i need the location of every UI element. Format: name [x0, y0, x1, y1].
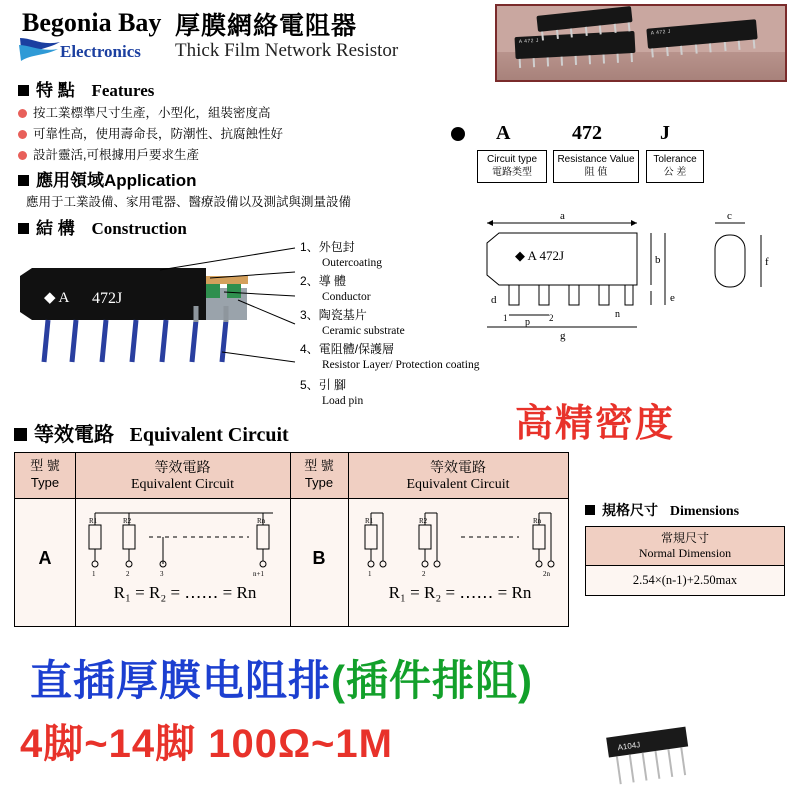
col-header-eq-1 [75, 453, 290, 499]
part-number-char-value: 472 [572, 122, 602, 144]
item-cn: 外包封 [318, 240, 355, 254]
eq-heading-en: Equivalent Circuit [129, 424, 289, 446]
square-bullet-icon [18, 175, 29, 186]
square-bullet-icon [14, 428, 27, 441]
bottom-chip-photo [596, 718, 701, 794]
part-number-char-type: A [496, 122, 511, 144]
svg-text:R2: R2 [419, 517, 428, 525]
formula-a: R₁ = R₂ = ‥‥‥ = Rn [113, 583, 257, 602]
item-number: 3、 [300, 308, 319, 322]
svg-text:n: n [615, 309, 620, 320]
item-en: Conductor [322, 291, 371, 303]
item-number: 4、 [300, 342, 319, 356]
part-number-char-tolerance: J [660, 122, 670, 144]
item-en: Outercoating [322, 257, 383, 269]
item-cn: 陶瓷基片 [318, 308, 367, 322]
table-vrule [348, 453, 349, 626]
feature-text: 設計靈活,可根據用戶要求生產 [33, 148, 199, 162]
col-header-en: Equivalent Circuit [406, 477, 510, 493]
dim-col-cn: 常規尺寸 [660, 531, 709, 545]
item-en: Ceramic substrate [322, 325, 405, 337]
svg-text:d: d [491, 294, 497, 306]
equivalent-circuit-table [14, 452, 569, 627]
part-number-bullet-icon [451, 127, 465, 141]
svg-text:R1: R1 [365, 517, 374, 525]
square-bullet-icon [585, 505, 595, 515]
box-en: Resistance Value [557, 154, 635, 165]
features-heading-en: Features [91, 81, 155, 100]
col-header-eq-2 [348, 453, 568, 499]
item-en: Resistor Layer/ Protection coating [322, 359, 480, 371]
item-number: 1、 [300, 240, 319, 254]
application-heading-text: 應用領域Application [36, 171, 197, 190]
dot-bullet-icon [18, 109, 27, 118]
svg-text:c: c [727, 210, 732, 222]
svg-text:n+1: n+1 [253, 570, 264, 578]
square-bullet-icon [18, 85, 29, 96]
svg-text:Rn: Rn [257, 517, 266, 525]
svg-text:472J: 472J [92, 290, 123, 307]
col-header-cn: 型 號 [30, 458, 60, 473]
equivalent-circuit-heading [14, 418, 289, 447]
svg-text:b: b [655, 254, 661, 266]
svg-text:2: 2 [422, 570, 426, 578]
dim-col-en: Normal Dimension [638, 546, 732, 560]
svg-text:e: e [670, 292, 675, 304]
item-number: 5、 [300, 378, 319, 392]
high-precision-text: 高精密度 [515, 403, 676, 445]
photo-chip-2 [646, 19, 757, 49]
svg-text:R1: R1 [89, 517, 98, 525]
features-heading-cn: 特 點 [36, 81, 75, 100]
product-photo [495, 4, 787, 82]
dimensions-table [585, 526, 785, 596]
photo-chip-label: A 472 J [518, 37, 540, 45]
col-header-en: Equivalent Circuit [130, 477, 235, 493]
marketing-line-2: 4脚~14脚 100Ω~1M [20, 722, 393, 766]
photo-chip-3 [536, 6, 632, 32]
photo-chip-label: A 472 J [650, 28, 672, 37]
feature-item-1 [18, 103, 271, 121]
svg-text:a: a [560, 210, 565, 222]
brand-name: Begonia Bay [22, 8, 162, 37]
feature-item-3 [18, 145, 199, 163]
svg-text:Rn: Rn [533, 517, 542, 525]
col-header-type-2 [290, 453, 348, 499]
col-header-cn: 等效電路 [430, 459, 486, 475]
col-header-cn: 等效電路 [154, 459, 211, 475]
formula-b: R₁ = R₂ = ‥‥‥ = Rn [388, 583, 532, 602]
construction-item-2 [300, 272, 371, 303]
page-title-en: Thick Film Network Resistor [175, 40, 399, 61]
feature-item-2 [18, 124, 283, 142]
table-vrule [290, 453, 291, 626]
table-vrule [75, 453, 76, 626]
svg-text:2n: 2n [543, 570, 550, 578]
dimensions-section [585, 500, 785, 596]
marketing-line1-green: (插件排阻) [331, 657, 533, 704]
construction-item-3 [300, 306, 405, 337]
item-cn: 引 腳 [318, 378, 347, 392]
application-heading [18, 166, 197, 191]
part-number-box-tolerance [646, 150, 704, 183]
svg-text:3: 3 [160, 570, 164, 578]
outline-drawing [465, 205, 795, 365]
construction-heading [18, 214, 187, 239]
item-cn: 電阻體/保護層 [318, 342, 395, 356]
dimensions-col-header [586, 527, 784, 566]
svg-text:2: 2 [126, 570, 130, 578]
construction-item-5 [300, 376, 363, 407]
col-header-en: Type [30, 474, 60, 490]
item-en: Load pin [322, 395, 364, 407]
construction-heading-en: Construction [91, 219, 187, 238]
part-number-box-value [553, 150, 639, 183]
svg-text:◆ A 472J: ◆ A 472J [515, 248, 565, 263]
dimensions-heading-cn: 規格尺寸 [602, 502, 658, 518]
square-bullet-icon [18, 223, 29, 234]
dimensions-heading [585, 500, 785, 520]
col-header-cn: 型 號 [304, 458, 334, 473]
dimensions-value: 2.54×(n-1)+2.50max [632, 573, 738, 587]
box-en: Circuit type [486, 154, 537, 165]
svg-text:◆ A: ◆ A [44, 290, 70, 306]
application-text: 應用于工業設備、家用電器、醫療設備以及測試與測量設備 [26, 195, 352, 209]
part-number-box-type [477, 150, 547, 183]
dimensions-heading-en: Dimensions [669, 504, 740, 519]
feature-text: 按工業標準尺寸生產，小型化，組裝密度高 [33, 106, 271, 120]
feature-text: 可靠性高，使用壽命長，防潮性、抗腐蝕性好 [33, 127, 284, 141]
svg-text:A104J: A104J [617, 740, 641, 753]
circuit-diagram-b [353, 503, 565, 578]
svg-text:1: 1 [503, 313, 508, 323]
svg-text:p: p [525, 317, 530, 328]
construction-item-1 [300, 238, 382, 269]
page-title-cn: 厚膜網絡電阻器 [175, 12, 358, 40]
box-cn: 公 差 [663, 166, 687, 178]
svg-text:R2: R2 [123, 517, 132, 525]
row-type-b: B [312, 548, 326, 568]
col-header-en: Type [304, 474, 334, 490]
col-header-type-1 [15, 453, 75, 499]
svg-text:2: 2 [549, 313, 554, 323]
dot-bullet-icon [18, 151, 27, 160]
box-cn: 阻 值 [584, 166, 608, 178]
features-heading [18, 76, 154, 101]
brand-subtitle: Electronics [60, 42, 141, 61]
dot-bullet-icon [18, 130, 27, 139]
svg-text:f: f [765, 256, 769, 268]
item-cn: 導 體 [318, 274, 347, 288]
eq-heading-cn: 等效電路 [34, 424, 114, 446]
marketing-line-1 [30, 648, 533, 708]
brand-logo-icon [18, 36, 62, 62]
construction-item-4 [300, 340, 479, 371]
svg-text:g: g [560, 330, 566, 342]
item-number: 2、 [300, 274, 319, 288]
svg-text:1: 1 [92, 570, 96, 578]
construction-heading-cn: 結 構 [36, 219, 75, 238]
circuit-diagram-a [77, 503, 289, 578]
marketing-line1-blue: 直插厚膜电阻排 [30, 657, 332, 704]
construction-diagram [10, 240, 330, 390]
box-cn: 電路类型 [492, 166, 532, 178]
svg-text:1: 1 [368, 570, 372, 578]
box-en: Tolerance [653, 154, 697, 165]
row-type-a: A [38, 548, 52, 568]
